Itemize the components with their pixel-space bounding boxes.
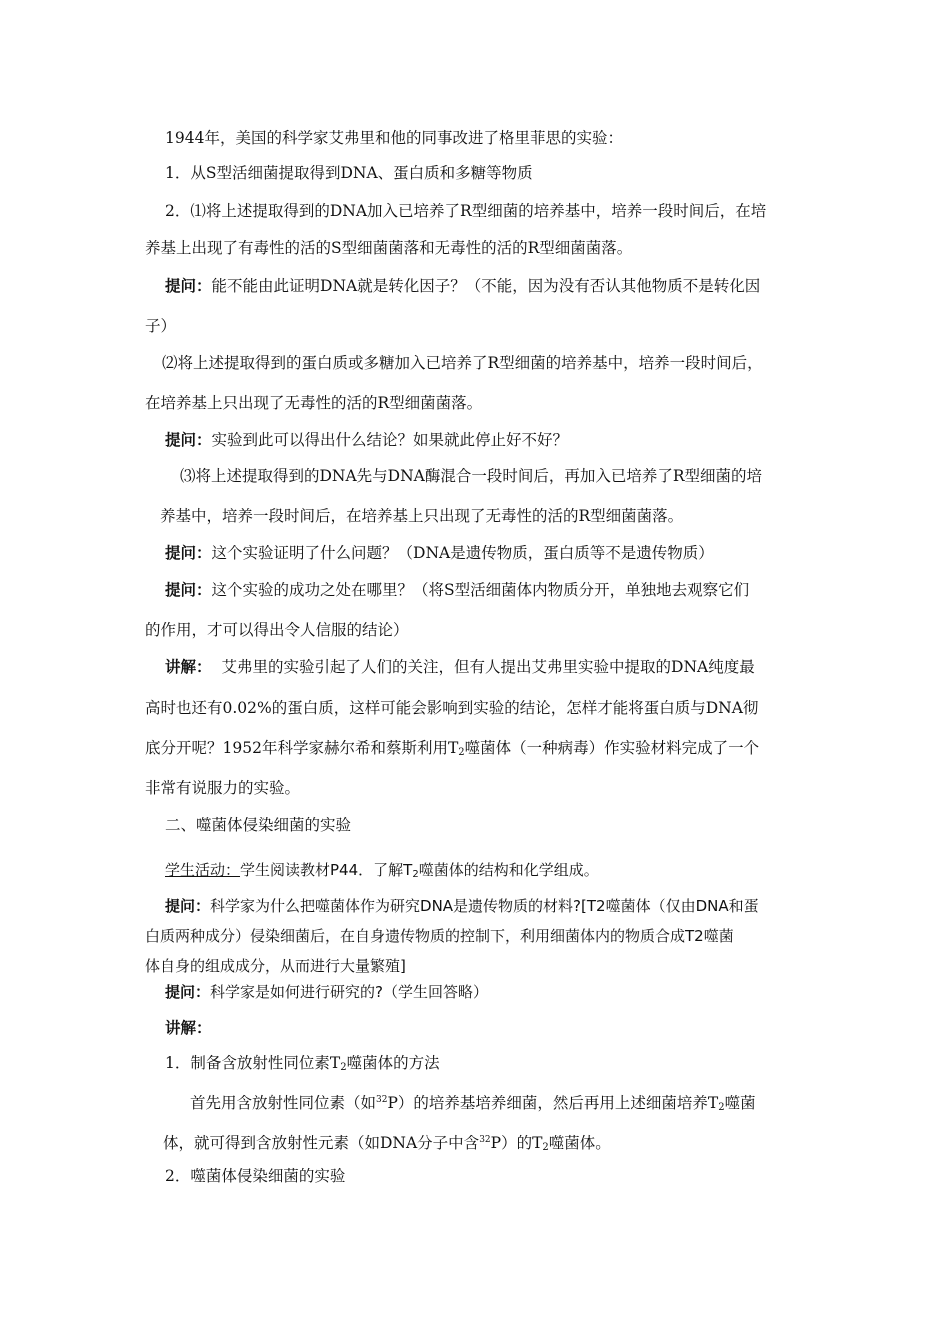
question-1-line-1: 提问：能不能由此证明DNA就是转化因子？（不能，因为没有否认其他物质不是转化因 — [165, 276, 761, 295]
step-2-3-line-2: 养基中，培养一段时间后，在培养基上只出现了无毒性的活的R型细菌菌落。 — [160, 507, 684, 525]
explanation-line-3: 底分开呢？1952年科学家赫尔希和蔡斯利用$T_2$噬菌体（一种病毒）作实验材料完成了一个 — [145, 739, 760, 758]
student-activity: 学生活动：学生阅读教材P44．了解$T_2$噬菌体的结构和化学组成。 — [165, 861, 599, 880]
question-3: 提问：这个实验证明了什么问题？（DNA是遗传物质，蛋白质等不是遗传物质） — [165, 543, 714, 562]
question-4-line-1: 提问：这个实验的成功之处在哪里？（将S型活细菌体内物质分开，单独地去观察它们 — [165, 580, 750, 599]
question-label: 提问： — [165, 543, 212, 562]
section-heading-2: 二、噬菌体侵染细菌的实验 — [165, 816, 352, 834]
explanation-line-2: 高时也还有0.02%的蛋白质，这样可能会影响到实验的结论，怎样才能将蛋白质与DNA彻 — [145, 699, 759, 717]
question-1-line-2: 子） — [145, 317, 177, 335]
question-4-line-2: 的作用，才可以得出令人信服的结论） — [145, 621, 409, 639]
question-label: 提问： — [165, 983, 211, 1001]
step-2-3-line-1: ⑶将上述提取得到的DNA先与DNA酶混合一段时间后，再加入已培养了R型细菌的培 — [180, 467, 763, 485]
step-2-line-2: 养基上出现了有毒性的活的S型细菌菌落和无毒性的活的R型细菌菌落。 — [145, 239, 633, 257]
question-label: 提问： — [165, 276, 212, 295]
step-2-2-line-1: ⑵将上述提取得到的蛋白质或多糖加入已培养了R型细菌的培养基中，培养一段时间后， — [162, 354, 763, 372]
question-5-line-3: 体自身的组成成分，从而进行大量繁殖] — [145, 957, 406, 975]
explanation-line-4: 非常有说服力的实验。 — [145, 779, 301, 797]
explanation-label-2: 讲解： — [165, 1018, 212, 1037]
method-heading: 1．制备含放射性同位素$T_2$噬菌体的方法 — [165, 1054, 440, 1073]
experiment-heading: 2．噬菌体侵染细菌的实验 — [165, 1167, 346, 1185]
explanation-line-1: 讲解： 艾弗里的实验引起了人们的关注，但有人提出艾弗里实验中提取的DNA纯度最 — [165, 657, 755, 676]
step-2-2-line-2: 在培养基上只出现了无毒性的活的R型细菌菌落。 — [145, 394, 483, 412]
explanation-label: 讲解： — [165, 657, 212, 676]
question-6: 提问：科学家是如何进行研究的?（学生回答略） — [165, 983, 488, 1001]
question-label: 提问： — [165, 897, 211, 915]
step-2-line-1: 2．⑴将上述提取得到的DNA加入已培养了R型细菌的培养基中，培养一段时间后，在培 — [165, 202, 767, 220]
question-5-line-2: 白质两种成分）侵染细菌后，在自身遗传物质的控制下，利用细菌体内的物质合成T2噬菌 — [145, 927, 734, 945]
paragraph-intro: 1944年，美国的科学家艾弗里和他的同事改进了格里菲思的实验： — [165, 129, 623, 147]
question-5-line-1: 提问：科学家为什么把噬菌体作为研究DNA是遗传物质的材料?[T2噬菌体（仅由DNA和蛋 — [165, 897, 759, 915]
question-label: 提问： — [165, 580, 212, 599]
question-2: 提问：实验到此可以得出什么结论？如果就此停止好不好？ — [165, 430, 569, 449]
method-line-2: 体，就可得到含放射性元素（如DNA分子中含$^{32}$P）的$T_2$噬菌体。 — [163, 1134, 611, 1153]
activity-label: 学生活动： — [165, 861, 241, 879]
question-label: 提问： — [165, 430, 212, 449]
method-line-1: 首先用含放射性同位素（如$^{32}$P）的培养基培养细菌，然后再用上述细菌培养$T_2$噬菌 — [190, 1094, 756, 1113]
step-1: 1．从S型活细菌提取得到DNA、蛋白质和多糖等物质 — [165, 164, 533, 182]
